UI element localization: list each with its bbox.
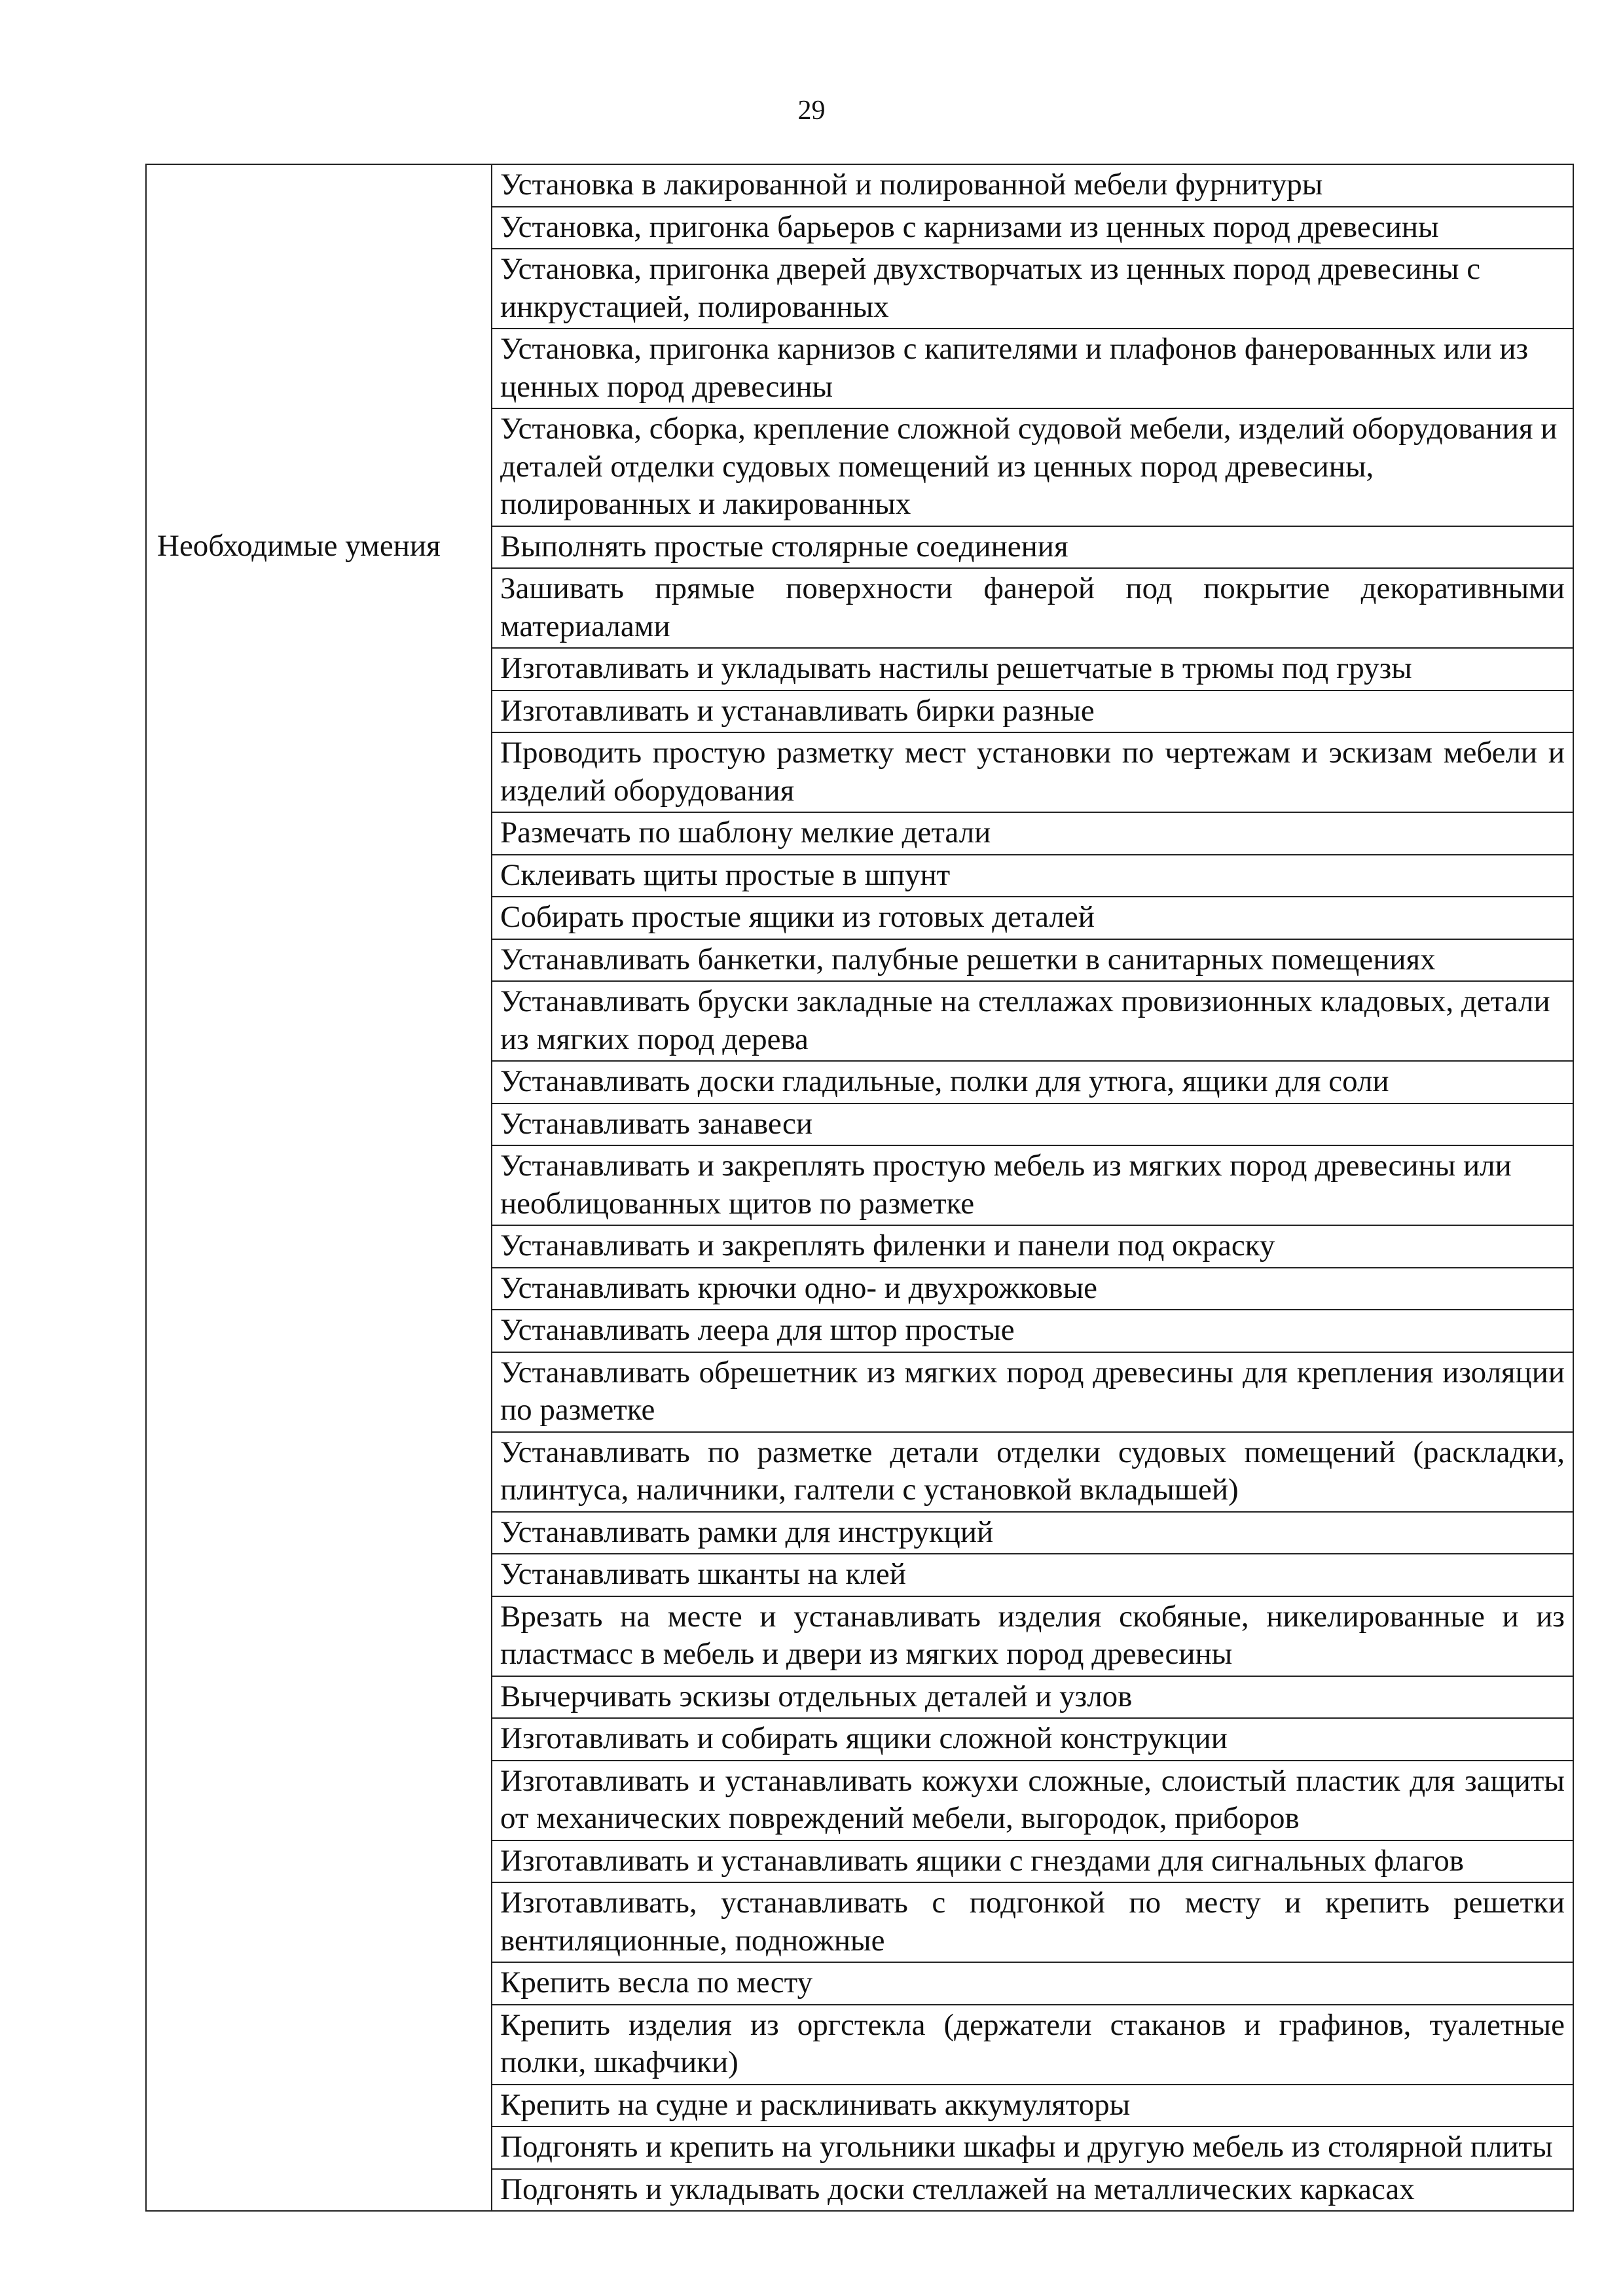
table-cell-item: Устанавливать шканты на клей — [492, 1554, 1573, 1596]
table-cell-item: Устанавливать и закреплять филенки и панели под окраску — [492, 1225, 1573, 1268]
table-cell-item: Установка, сборка, крепление сложной судовой мебели, изделий оборудования и деталей отделки судовых помещений из ценных пород древесины, полированных и лакированных — [492, 408, 1573, 526]
table-cell-item: Установка, пригонка карнизов с капителями и плафонов фанерованных или из ценных пород древесины — [492, 329, 1573, 408]
table-cell-item: Устанавливать по разметке детали отделки судовых помещений (раскладки, плинтуса, наличники, галтели с установкой вкладышей) — [492, 1432, 1573, 1512]
table-cell-item: Склеивать щиты простые в шпунт — [492, 855, 1573, 897]
table-row — [146, 526, 1573, 569]
table-cell-item: Устанавливать занавеси — [492, 1103, 1573, 1146]
table-cell-item: Проводить простую разметку мест установки по чертежам и эскизам мебели и изделий оборудования — [492, 732, 1573, 812]
table-cell-item: Изготавливать и устанавливать бирки разные — [492, 691, 1573, 733]
table-cell-item: Установка в лакированной и полированной мебели фурнитуры — [492, 164, 1573, 207]
table-cell-item: Изготавливать и собирать ящики сложной конструкции — [492, 1718, 1573, 1761]
table-cell-item: Устанавливать бруски закладные на стеллажах провизионных кладовых, детали из мягких пород дерева — [492, 981, 1573, 1061]
table-cell-item: Подгонять и крепить на угольники шкафы и другую мебель из столярной плиты — [492, 2126, 1573, 2169]
label-cell-skills: Необходимые умения — [146, 526, 492, 2212]
table-cell-item: Врезать на месте и устанавливать изделия скобяные, никелированные и из пластмасс в мебель и двери из мягких пород древесины — [492, 1596, 1573, 1676]
table-cell-item: Изготавливать и укладывать настилы решетчатые в трюмы под грузы — [492, 648, 1573, 691]
table-cell-item: Устанавливать рамки для инструкций — [492, 1512, 1573, 1554]
table-cell-item: Устанавливать доски гладильные, полки для утюга, ящики для соли — [492, 1061, 1573, 1103]
table-cell-item: Выполнять простые столярные соединения — [492, 526, 1573, 569]
table-body — [146, 164, 1573, 2211]
table-cell-item: Подгонять и укладывать доски стеллажей на металлических каркасах — [492, 2169, 1573, 2212]
table-cell-item: Устанавливать банкетки, палубные решетки в санитарных помещениях — [492, 939, 1573, 982]
table-cell-item: Устанавливать леера для штор простые — [492, 1310, 1573, 1352]
table-cell-item: Изготавливать и устанавливать ящики с гнездами для сигнальных флагов — [492, 1840, 1573, 1883]
skills-table — [145, 164, 1574, 2212]
table-cell-item: Вычерчивать эскизы отдельных деталей и узлов — [492, 1676, 1573, 1719]
table-cell-item: Крепить весла по месту — [492, 1962, 1573, 2005]
table-cell-item: Крепить изделия из оргстекла (держатели стаканов и графинов, туалетные полки, шкафчики) — [492, 2005, 1573, 2085]
page-number: 29 — [797, 96, 826, 126]
table-cell-item: Зашивать прямые поверхности фанерой под покрытие декоративными материалами — [492, 568, 1573, 648]
table-cell-item: Размечать по шаблону мелкие детали — [492, 812, 1573, 855]
table-cell-item: Изготавливать и устанавливать кожухи сложные, слоистый пластик для защиты от механических повреждений мебели, выгородок, приборов — [492, 1761, 1573, 1840]
table-cell-item: Установка, пригонка барьеров с карнизами из ценных пород древесины — [492, 207, 1573, 249]
table-cell-item: Собирать простые ящики из готовых деталей — [492, 897, 1573, 939]
table-cell-item: Устанавливать и закреплять простую мебель из мягких пород древесины или необлицованных щитов по разметке — [492, 1145, 1573, 1225]
label-cell-empty — [146, 164, 492, 526]
table-cell-item: Крепить на судне и расклинивать аккумуляторы — [492, 2085, 1573, 2127]
table-cell-item: Изготавливать, устанавливать с подгонкой по месту и крепить решетки вентиляционные, подножные — [492, 1882, 1573, 1962]
table-cell-item: Устанавливать обрешетник из мягких пород древесины для крепления изоляции по разметке — [492, 1352, 1573, 1432]
table-cell-item: Устанавливать крючки одно- и двухрожковые — [492, 1268, 1573, 1310]
table-cell-item: Установка, пригонка дверей двухстворчатых из ценных пород древесины с инкрустацией, полированных — [492, 249, 1573, 329]
table-row — [146, 164, 1573, 207]
